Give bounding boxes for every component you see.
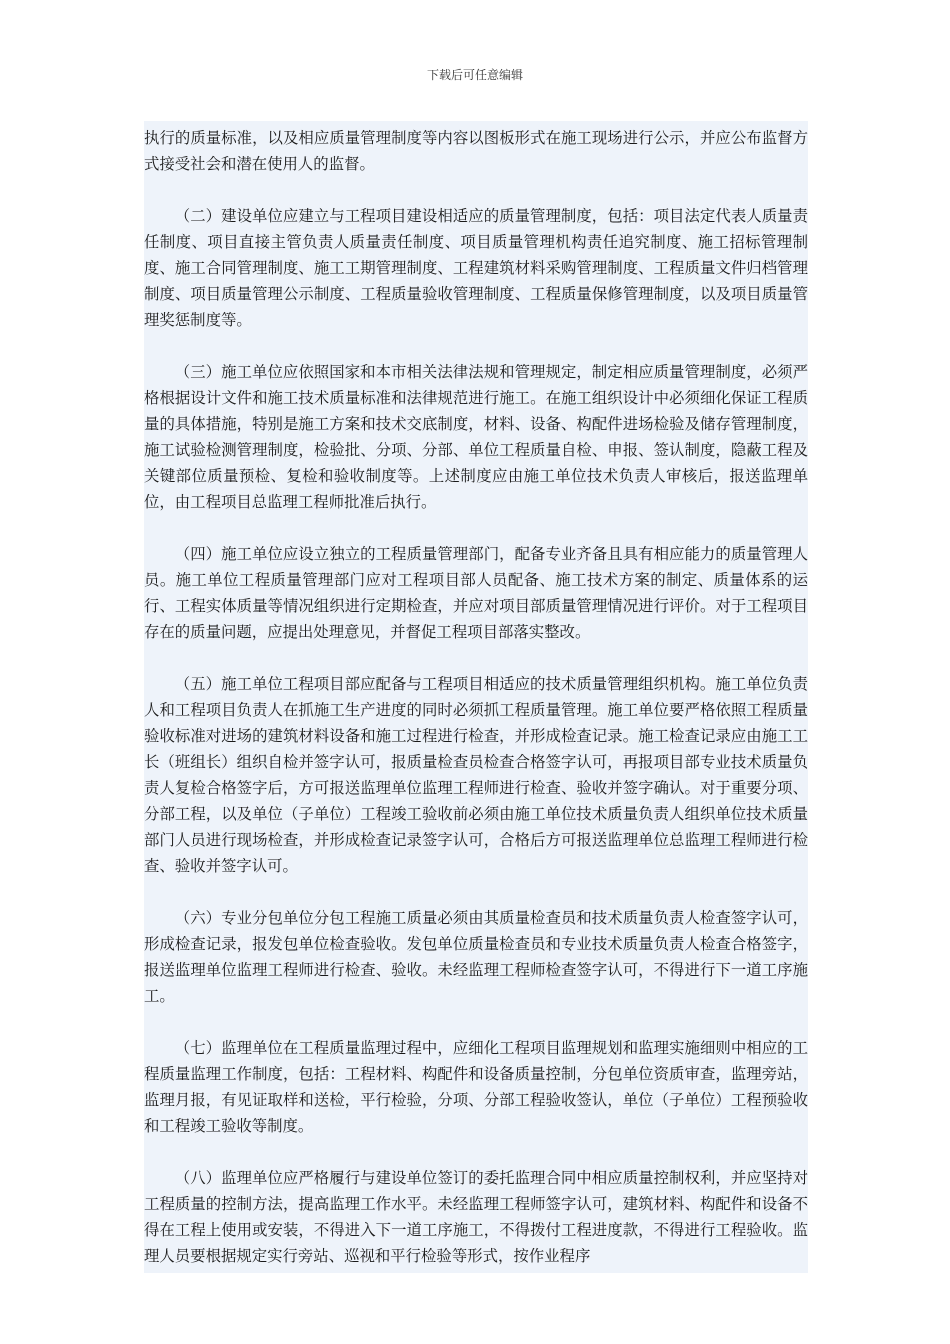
- paragraph-2: （二）建设单位应建立与工程项目建设相适应的质量管理制度，包括：项目法定代表人质量责任制度、项目直接主管负责人质量责任制度、项目质量管理机构责任追究制度、施工招标管理制度、施工合同管理制度、施工工期管理制度、工程建筑材料采购管理制度、工程质量文件归档管理制度、项目质量管理公示制度、工程质量验收管理制度、工程质量保修管理制度，以及项目质量管理奖惩制度等。: [144, 207, 808, 329]
- page-header: 下载后可任意编辑: [426, 68, 523, 82]
- paragraph-3: （三）施工单位应依照国家和本市相关法律法规和管理规定，制定相应质量管理制度，必须严格根据设计文件和施工技术质量标准和法律规范进行施工。在施工组织设计中必须细化保证工程质量的具体措施，特别是施工方案和技术交底制度，材料、设备、构配件进场检验及储存管理制度，施工试验检测管理制度，检验批、分项、分部、单位工程质量自检、申报、签认制度，隐蔽工程及关键部位质量预检、复检和验收制度等。上述制度应由施工单位技术负责人审核后，报送监理单位，由工程项目总监理工程师批准后执行。: [144, 363, 808, 511]
- paragraph-7: （七）监理单位在工程质量监理过程中，应细化工程项目监理规划和监理实施细则中相应的工程质量监理工作制度，包括：工程材料、构配件和设备质量控制，分包单位资质审查，监理旁站，监理月报，有见证取样和送检，平行检验，分项、分部工程验收签认，单位（子单位）工程预验收和工程竣工验收等制度。: [144, 1039, 808, 1135]
- paragraph-continued: 执行的质量标准，以及相应质量管理制度等内容以图板形式在施工现场进行公示，并应公布监督方式接受社会和潜在使用人的监督。: [144, 129, 808, 173]
- paragraph-4: （四）施工单位应设立独立的工程质量管理部门，配备专业齐备且具有相应能力的质量管理人员。施工单位工程质量管理部门应对工程项目部人员配备、施工技术方案的制定、质量体系的运行、工程实体质量等情况组织进行定期检查，并应对项目部质量管理情况进行评价。对于工程项目存在的质量问题，应提出处理意见，并督促工程项目部落实整改。: [144, 545, 808, 641]
- paragraph-8: （八）监理单位应严格履行与建设单位签订的委托监理合同中相应质量控制权利，并应坚持对工程质量的控制方法，提高监理工作水平。未经监理工程师签字认可，建筑材料、构配件和设备不得在工程上使用或安装，不得进入下一道工序施工，不得拨付工程进度款，不得进行工程验收。监理人员要根据规定实行旁站、巡视和平行检验等形式，按作业程序: [144, 1169, 808, 1265]
- paragraph-5: （五）施工单位工程项目部应配备与工程项目相适应的技术质量管理组织机构。施工单位负责人和工程项目负责人在抓施工生产进度的同时必须抓工程质量管理。施工单位要严格依照工程质量验收标准对进场的建筑材料设备和施工过程进行检查，并形成检查记录。施工检查记录应由施工工长（班组长）组织自检并签字认可，报质量检查员检查合格签字认可，再报项目部专业技术质量负责人复检合格签字后，方可报送监理单位监理工程师进行检查、验收并签字确认。对于重要分项、分部工程，以及单位（子单位）工程竣工验收前必须由施工单位技术质量负责人组织单位技术质量部门人员进行现场检查，并形成检查记录签字认可，合格后方可报送监理单位总监理工程师进行检查、验收并签字认可。: [144, 675, 808, 875]
- document-body: [144, 121, 808, 1273]
- paragraph-6: （六）专业分包单位分包工程施工质量必须由其质量检查员和技术质量负责人检查签字认可，形成检查记录，报发包单位检查验收。发包单位质量检查员和专业技术质量负责人检查合格签字，报送监理单位监理工程师进行检查、验收。未经监理工程师检查签字认可，不得进行下一道工序施工。: [144, 909, 808, 1005]
